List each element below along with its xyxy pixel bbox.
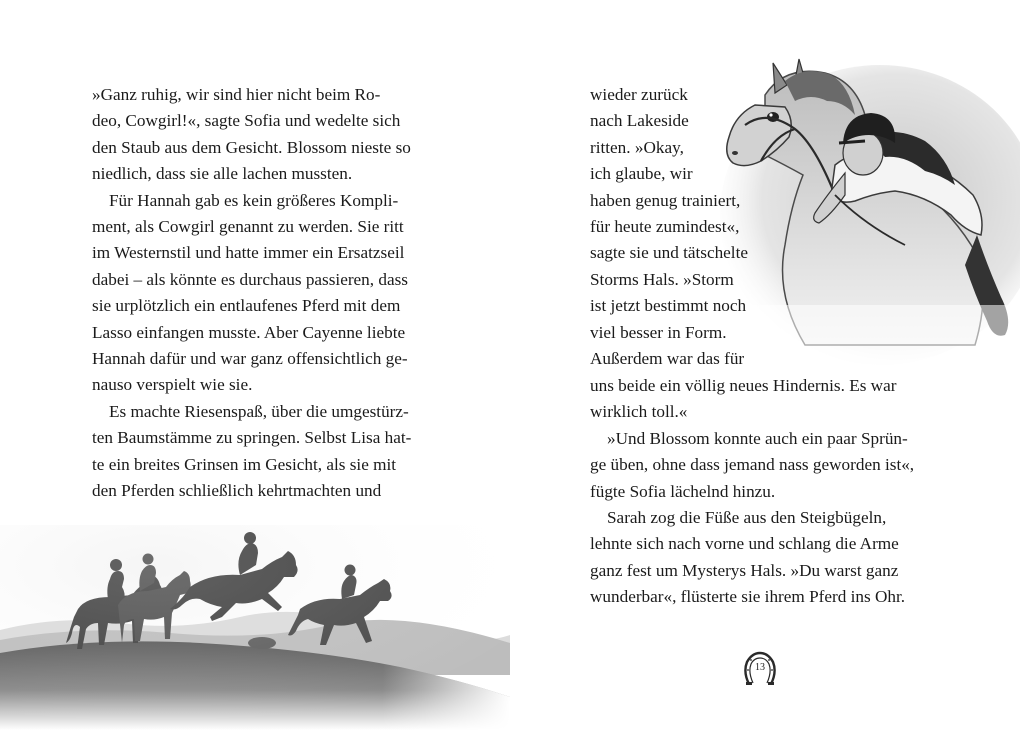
page-number: 13: [755, 662, 765, 673]
paragraph-3: Es machte Riesenspaß, über die umgestürz- ten Baumstämme zu springen. Selbst Lisa hat- te ein breites Grinsen im Gesicht, als sie mit den Pferden schließlich kehrtmachten und: [92, 401, 412, 501]
left-page-text: [92, 82, 432, 505]
paragraph-2: Für Hannah gab es kein größeres Kompli- ment, als Cowgirl genannt zu werden. Sie ritt im Westernstil und hatte immer ein Ersatzseil dabei – als könnte es durchaus passieren, dass sie urplötzlich ein entlaufenes Pferd mit dem Lasso einfangen musste. Aber Cayenne liebte Hannah dafür und war ganz offensichtlich ge- nauso verspielt wie sie.: [92, 190, 408, 395]
paragraph-6: Sarah zog die Füße aus den Steigbügeln, lehnte sich nach vorne und schlang die Arme ganz fest um Mysterys Hals. »Du warst ganz wunderbar«, flüsterte sie ihrem Pferd ins Ohr.: [590, 508, 906, 607]
paragraph-5: »Und Blossom konnte auch ein paar Sprün- ge üben, ohne dass jemand nass geworden ist«, fügte Sofia lächelnd hinzu.: [590, 428, 915, 501]
right-page-narrow-text: wieder zurück nach Lakeside ritten. »Okay, ich glaube, wir haben genug trainiert, für heute zumindest«, sagte sie und tätschelte Storms Hals. »Storm ist jetzt bestimmt noch viel besser in Form. Außerdem war das für: [590, 85, 748, 369]
paragraph-4: uns beide ein völlig neues Hindernis. Es war wirklich toll.«: [590, 376, 897, 422]
right-page: [510, 0, 1020, 730]
page-number-badge: [741, 650, 779, 688]
right-page-text: [590, 373, 928, 611]
horses-silhouette-illustration: [0, 525, 510, 730]
paragraph-1: »Ganz ruhig, wir sind hier nicht beim Ro- deo, Cowgirl!«, sagte Sofia und wedelte sich den Staub aus dem Gesicht. Blossom nieste so niedlich, dass sie alle lachen mussten.: [92, 85, 411, 184]
